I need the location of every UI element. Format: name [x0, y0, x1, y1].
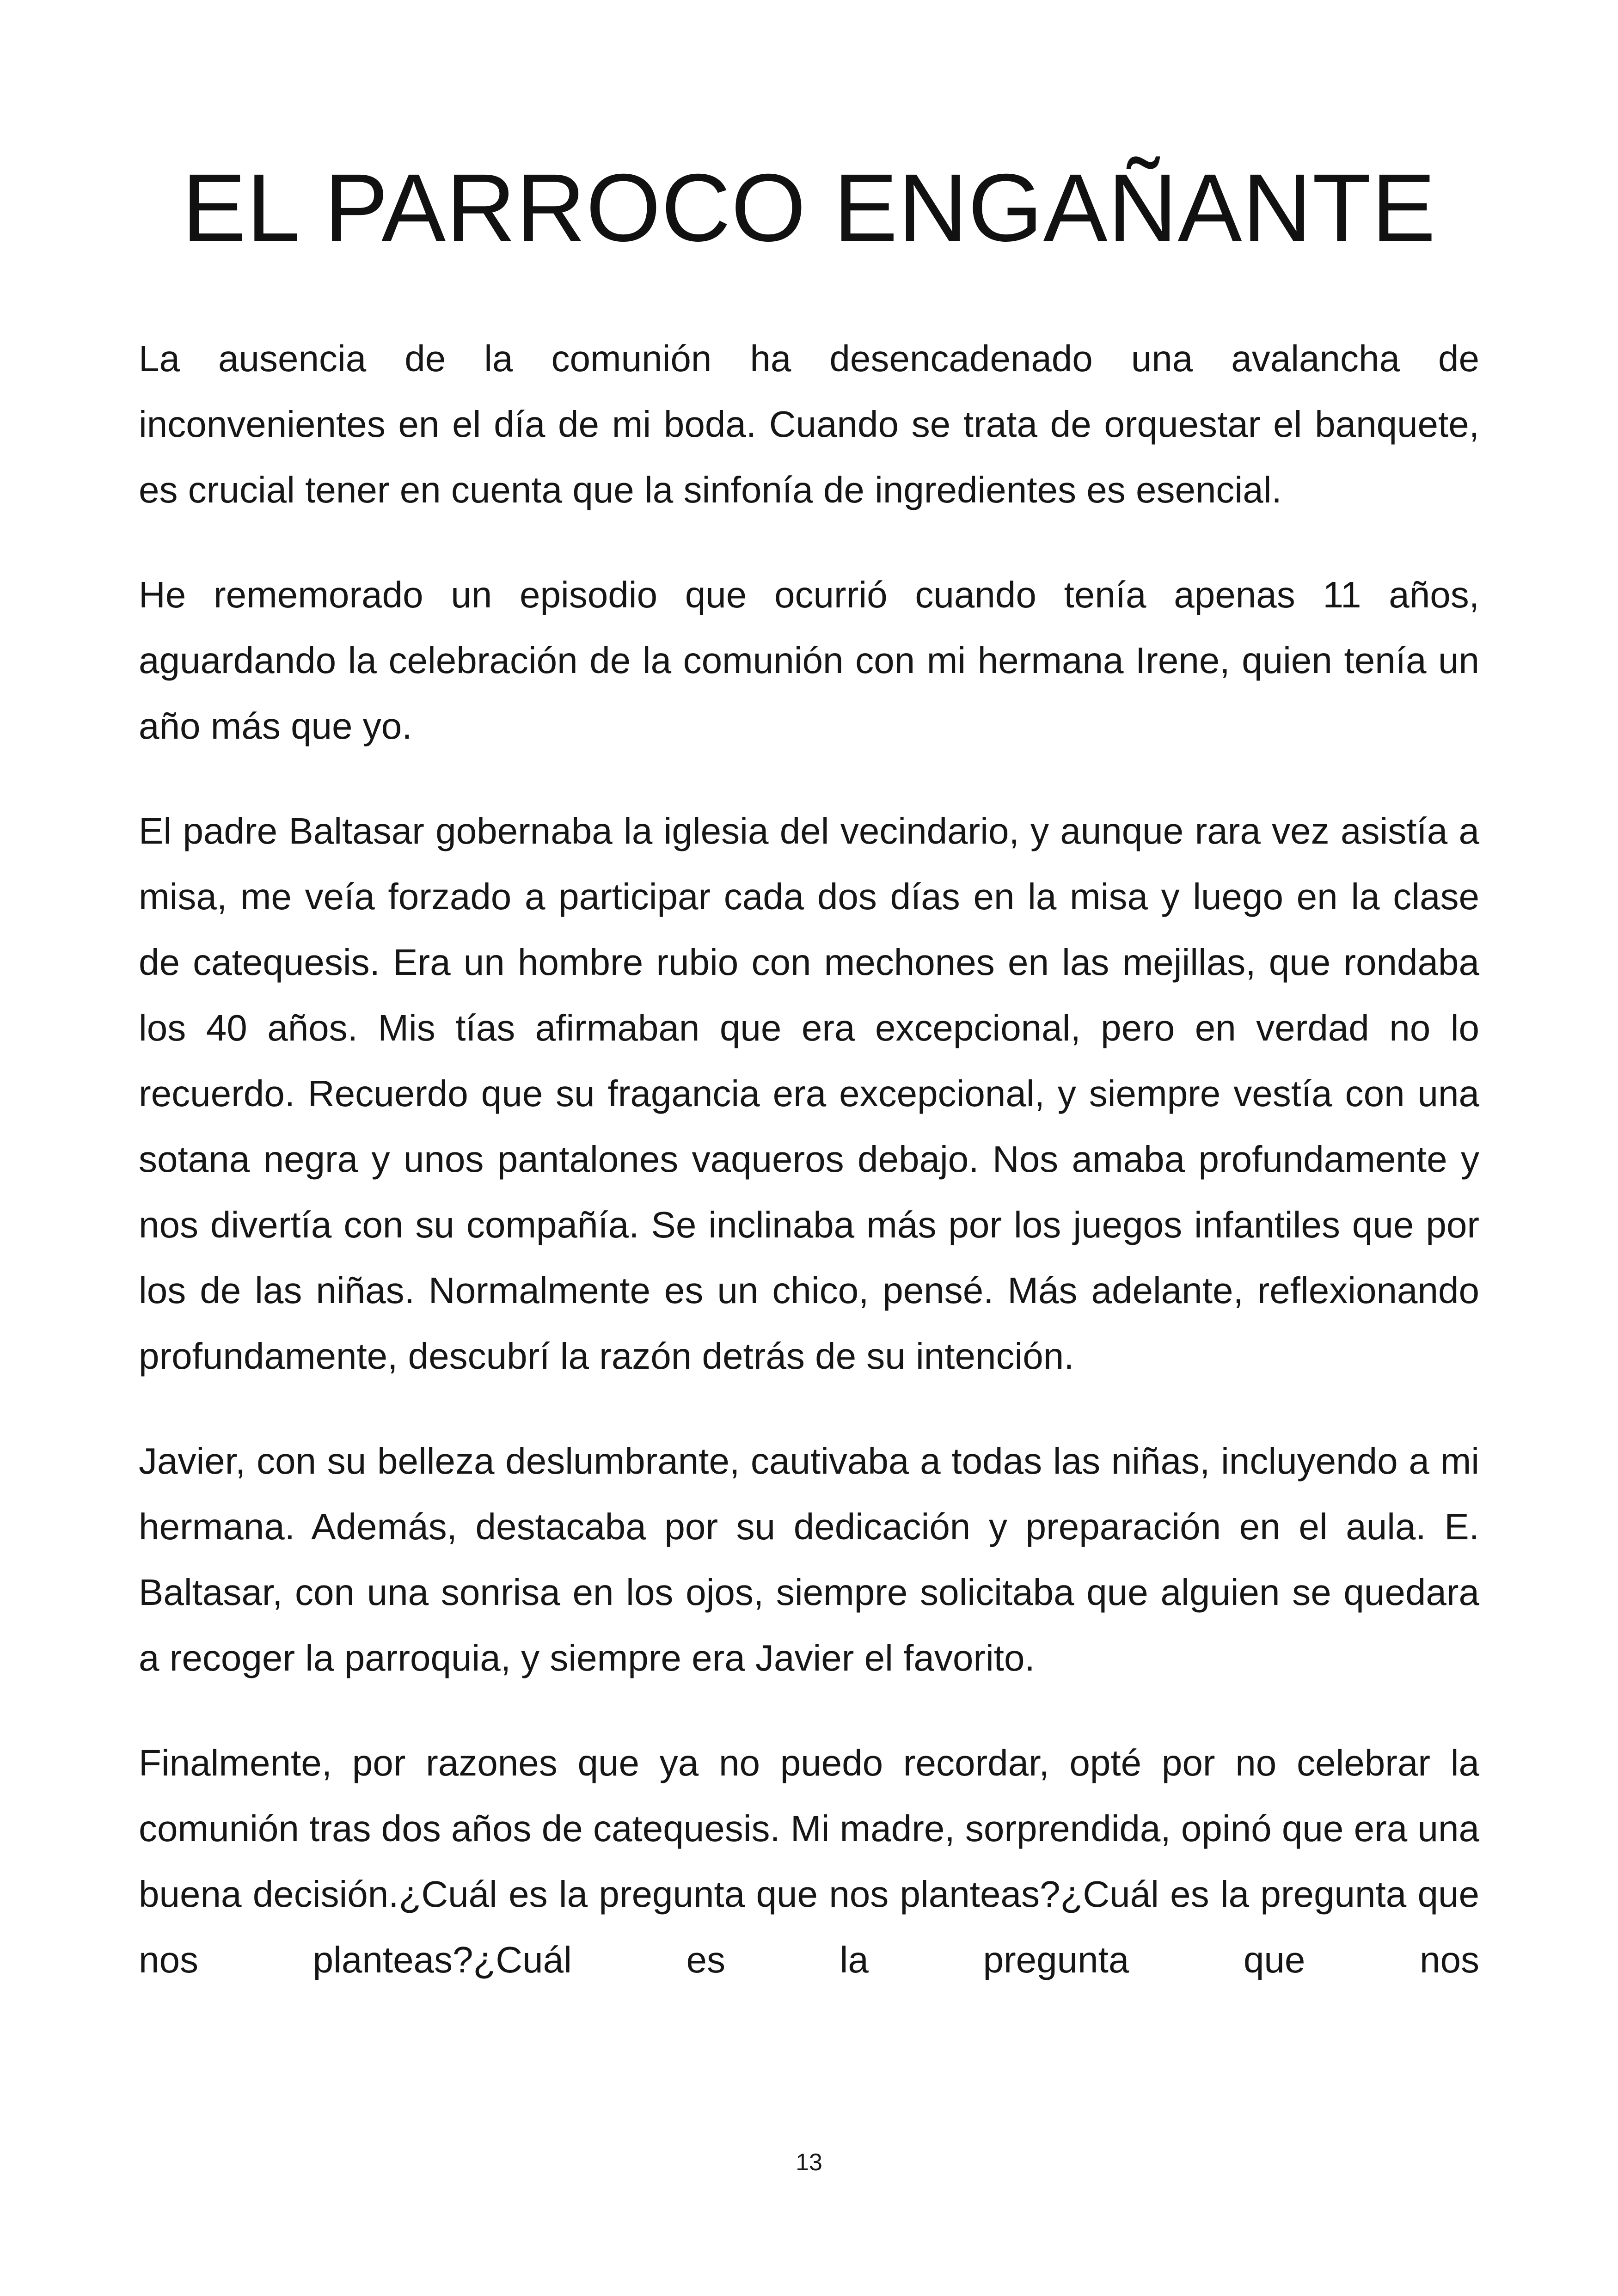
paragraph: Javier, con su belleza deslumbrante, cautivaba a todas las niñas, incluyendo a mi hermana. Además, destacaba por su dedicación y preparación en el aula. E. Baltasar, con una sonrisa en los ojos, siempre solicitaba que alguien se quedara a recoger la parroquia, y siempre era Javier el favorito. [139, 1440, 1479, 1678]
page-number: 13 [796, 2149, 822, 2176]
paragraph: Finalmente, por razones que ya no puedo recordar, opté por no celebrar la comunión tras dos años de catequesis. Mi madre, sorprendida, opinó que era una buena decisión.¿Cuál es la pregunta que nos planteas?¿Cuál es la pregunta que nos planteas?¿Cuál es la pregunta que nos [139, 1742, 1479, 1980]
paragraph: La ausencia de la comunión ha desencadenado una avalancha de inconvenientes en el día de mi boda. Cuando se trata de orquestar el banquete, es crucial tener en cuenta que la sinfonía de ingredientes es esencial. [139, 338, 1479, 510]
paragraph: He rememorado un episodio que ocurrió cuando tenía apenas 11 años, aguardando la celebración de la comunión con mi hermana Irene, quien tenía un año más que yo. [139, 574, 1479, 747]
paragraph: El padre Baltasar gobernaba la iglesia del vecindario, y aunque rara vez asistía a misa, me veía forzado a participar cada dos días en la misa y luego en la clase de catequesis. Era un hombre rubio con mechones en las mejillas, que rondaba los 40 años. Mis tías afirmaban que era excepcional, pero en verdad no lo recuerdo. Recuerdo que su fragancia era excepcional, y siempre vestía con una sotana negra y unos pantalones vaqueros debajo. Nos amaba profundamente y nos divertía con su compañía. Se inclinaba más por los juegos infantiles que por los de las niñas. Normalmente es un chico, pensé. Más adelante, reflexionando profundamente, descubrí la razón detrás de su intención. [139, 810, 1479, 1377]
body-text [139, 326, 1479, 1993]
page-title: EL PARROCO ENGAÑANTE [182, 154, 1436, 262]
